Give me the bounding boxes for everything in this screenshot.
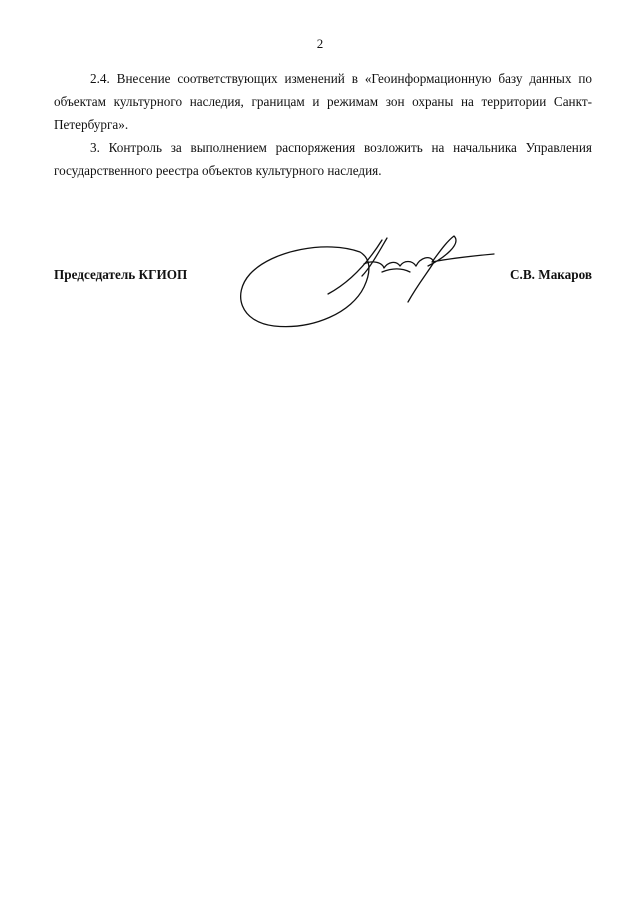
signature-icon bbox=[232, 232, 502, 332]
paragraph-3: 3. Контроль за выполнением распоряжения возложить на начальника Управления государственного реестра объектов культурного наследия. bbox=[54, 140, 592, 178]
paragraph-2-4: 2.4. Внесение соответствующих изменений в «Геоинформационную базу данных по объектам культурного наследия, границам и режимам зон охраны на территории Санкт-Петербурга». bbox=[54, 71, 592, 132]
page-number: 2 bbox=[316, 36, 324, 51]
document-body bbox=[54, 67, 592, 182]
signer-name: С.В. Макаров bbox=[510, 267, 592, 282]
signer-title: Председатель КГИОП bbox=[54, 267, 188, 282]
